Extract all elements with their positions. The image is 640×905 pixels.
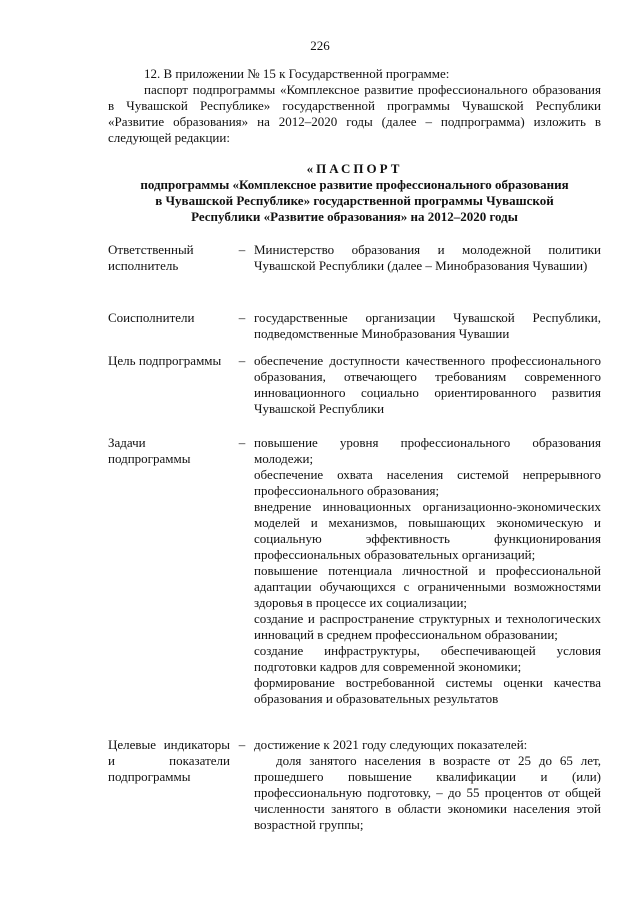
row-dash: – bbox=[238, 353, 246, 368]
row-item: создание и распространение структурных и технологических инноваций в среднем профессиональном образовании; bbox=[254, 611, 601, 642]
passport-title-main: «ПАСПОРТ bbox=[306, 161, 403, 176]
row-item: формирование востребованной системы оценки качества образования и образовательных результатов bbox=[254, 675, 601, 706]
passport-row-goal bbox=[108, 353, 601, 435]
row-dash: – bbox=[238, 310, 246, 325]
row-item: обеспечение охвата населения системой непрерывного профессионального образования; bbox=[254, 467, 601, 498]
passport-title-line: в Чувашской Республике» государственной программы Чувашской bbox=[155, 193, 554, 208]
passport-row-indicators bbox=[108, 737, 601, 833]
row-item: Министерство образования и молодежной политики Чувашской Республики (далее – Минобразования Чувашии) bbox=[254, 242, 601, 273]
page-number: 226 bbox=[310, 38, 330, 53]
passport-title bbox=[108, 161, 601, 225]
row-label: Цель подпрограммы bbox=[108, 353, 222, 368]
row-item: доля занятого населения в возрасте от 25 до 65 лет, прошедшего повышение квалификации и (или) профессиональную подготовку, – до 55 процентов от общей численности занятого в области экономики населения этой возрастной группы; bbox=[254, 753, 601, 832]
passport-table bbox=[108, 242, 601, 833]
row-label: Соисполнители bbox=[108, 310, 195, 325]
intro-heading: 12. В приложении № 15 к Государственной программе: bbox=[144, 66, 450, 81]
row-content bbox=[254, 310, 601, 342]
passport-row-coexecutors bbox=[108, 310, 601, 353]
row-item: государственные организации Чувашской Республики, подведомственные Минобразования Чувашии bbox=[254, 310, 601, 341]
row-content bbox=[254, 737, 601, 833]
row-label: Задачи подпрограммы bbox=[108, 435, 191, 466]
row-dash: – bbox=[238, 435, 246, 450]
row-label: Целевые индикаторы и показатели подпрограммы bbox=[108, 737, 230, 784]
row-item: обеспечение доступности качественного профессионального образования, отвечающего требованиям современного инновационного социально ориентированного развития Чувашской Республики bbox=[254, 353, 601, 416]
row-content bbox=[254, 242, 601, 274]
row-dash: – bbox=[238, 737, 246, 752]
passport-title-line: подпрограммы «Комплексное развитие профессионального образования bbox=[140, 177, 569, 192]
intro-section bbox=[108, 66, 601, 146]
row-item: повышение уровня профессионального образования молодежи; bbox=[254, 435, 601, 466]
intro-text: паспорт подпрограммы «Комплексное развитие профессионального образования в Чувашской Республике» государственной программы Чувашской Республики «Развитие образования» на 2012–2020 годы (далее – подпрограмма) изложить в следующей редакции: bbox=[108, 82, 601, 145]
row-item: создание инфраструктуры, обеспечивающей условия подготовки кадров для современной экономики; bbox=[254, 643, 601, 674]
passport-title-line: Республики «Развитие образования» на 2012–2020 годы bbox=[191, 209, 518, 224]
passport-row-responsible bbox=[108, 242, 601, 310]
row-item: повышение потенциала личностной и профессиональной адаптации обучающихся с ограниченными возможностями здоровья в процессе их социализации; bbox=[254, 563, 601, 610]
passport-row-tasks bbox=[108, 435, 601, 737]
row-content bbox=[254, 435, 601, 707]
row-item: внедрение инновационных организационно-экономических моделей и механизмов, повышающих экономическую и социальную эффективность функционирования профессиональных образовательных организаций; bbox=[254, 499, 601, 562]
row-dash: – bbox=[238, 242, 246, 257]
row-label: Ответственный исполнитель bbox=[108, 242, 194, 273]
row-content bbox=[254, 353, 601, 417]
row-item: достижение к 2021 году следующих показателей: bbox=[254, 737, 528, 752]
